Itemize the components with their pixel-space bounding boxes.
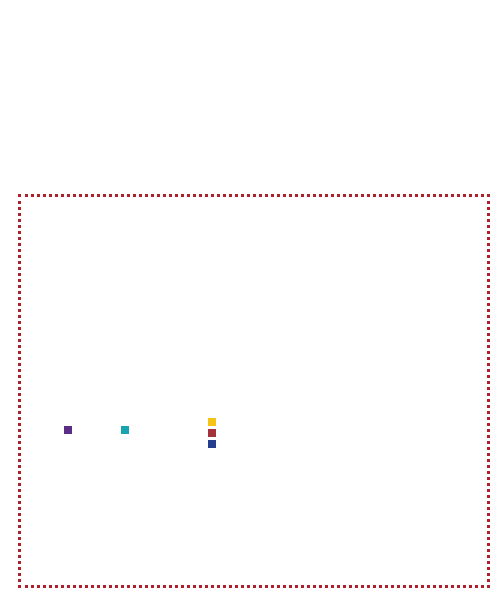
legend-swatch-not-reported — [208, 440, 216, 448]
legend-not-hispanic — [208, 429, 219, 437]
legend-youth — [121, 426, 132, 434]
legend-swatch-adults — [64, 426, 72, 434]
legend-not-reported — [208, 440, 219, 448]
legend-adults — [64, 426, 75, 434]
legend-swatch-youth — [121, 426, 129, 434]
legend-hispanic — [208, 418, 219, 426]
legend-swatch-not-hispanic — [208, 429, 216, 437]
adults-youth-pie-chart — [36, 440, 176, 580]
ethnicity-donut-chart — [184, 452, 320, 588]
legend-swatch-hispanic — [208, 418, 216, 426]
